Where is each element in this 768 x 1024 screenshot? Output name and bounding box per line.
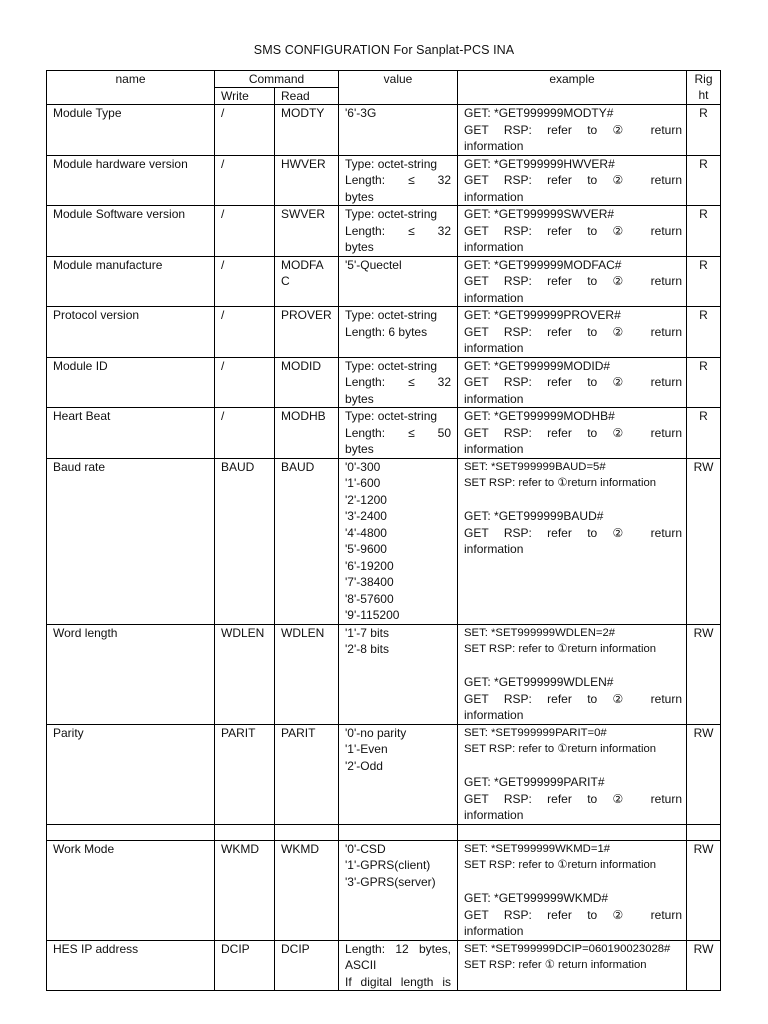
sms-configuration-table [46, 70, 721, 991]
example-cell [458, 724, 687, 824]
example-line: GET: *GET999999SWVER# [464, 207, 615, 221]
read-command-cell: MODFA C [275, 256, 339, 307]
example-line: GET: *GET999999MODHB# [464, 409, 615, 423]
header-read: Read [275, 88, 339, 105]
value-line: Type: octet-string [345, 207, 438, 221]
access-right-cell: RW [687, 624, 721, 724]
example-line: SET: *SET999999DCIP=060190023028# [464, 942, 671, 955]
example-line: information [464, 808, 524, 822]
value-line: Type: octet-string [345, 409, 438, 423]
access-right-cell: R [687, 408, 721, 459]
example-line: information [464, 240, 524, 254]
example-line: information [464, 341, 524, 355]
value-line: '4'-4800 [345, 525, 387, 540]
access-right-cell: RW [687, 840, 721, 940]
example-line: information [464, 139, 524, 153]
table-row [47, 940, 721, 991]
param-name-cell: Module hardware version [47, 155, 215, 206]
read-command-cell: MODHB [275, 408, 339, 459]
example-line: information [464, 708, 524, 722]
value-line: Length: ≤ 32 [345, 375, 452, 389]
example-line [464, 658, 686, 675]
example-line: information [464, 924, 524, 938]
param-name-cell: Module ID [47, 357, 215, 408]
value-line: Length: 6 bytes [345, 324, 428, 339]
value-line: '1'-600 [345, 476, 381, 490]
spacer-cell [275, 824, 339, 840]
example-line: GET RSP: refer to ② return [464, 691, 683, 706]
table-body [47, 105, 721, 991]
example-line: information [464, 189, 524, 204]
value-line: '6'-3G [345, 106, 377, 120]
value-line: '1'-GPRS(client) [345, 858, 431, 872]
example-line: GET RSP: refer to ② return [464, 223, 683, 238]
param-name-cell: Module Type [47, 105, 215, 156]
value-line: '0'-no parity [345, 725, 407, 740]
value-line: '2'-8 bits [345, 642, 389, 656]
spacer-cell [215, 824, 275, 840]
table-row [47, 724, 721, 824]
example-line: information [464, 391, 524, 406]
access-right-cell: R [687, 307, 721, 358]
value-line: bytes [345, 240, 374, 254]
read-command-cell: MODID [275, 357, 339, 408]
read-command-cell: HWVER [275, 155, 339, 206]
param-name-cell: Protocol version [47, 307, 215, 358]
example-line: GET: *GET999999WDLEN# [464, 675, 614, 689]
access-right-cell: R [687, 206, 721, 257]
write-command-cell: BAUD [215, 458, 275, 624]
example-line: GET RSP: refer to ② return [464, 525, 683, 540]
param-name-cell: Module Software version [47, 206, 215, 257]
param-name-cell: Work Mode [47, 840, 215, 940]
example-cell [458, 206, 687, 257]
example-line: SET: *SET999999WKMD=1# [464, 842, 611, 855]
example-cell [458, 307, 687, 358]
write-command-cell: WDLEN [215, 624, 275, 724]
value-line: Type: octet-string [345, 308, 438, 322]
example-line: information [464, 542, 524, 556]
access-right-cell: R [687, 357, 721, 408]
write-command-cell: / [215, 357, 275, 408]
example-line: SET RSP: refer ① return information [464, 959, 647, 971]
value-cell [339, 105, 458, 156]
header-example: example [458, 71, 687, 105]
example-cell [458, 105, 687, 156]
value-cell [339, 307, 458, 358]
example-cell [458, 624, 687, 724]
example-line: information [464, 442, 524, 456]
value-line: '3'-GPRS(server) [345, 874, 436, 889]
value-line: bytes [345, 442, 374, 456]
read-command-cell: MODTY [275, 105, 339, 156]
read-command-cell: WDLEN [275, 624, 339, 724]
table-row [47, 155, 721, 206]
write-command-cell: / [215, 105, 275, 156]
write-command-cell: / [215, 155, 275, 206]
value-line: '3'-2400 [345, 509, 387, 523]
write-command-cell: / [215, 408, 275, 459]
value-line: '8'-57600 [345, 591, 394, 606]
example-line: GET RSP: refer to ② return [464, 173, 683, 187]
value-line: '2'-1200 [345, 492, 387, 507]
value-line: Length: ≤ 32 [345, 223, 452, 238]
value-line: '7'-38400 [345, 575, 394, 589]
value-line: '1'-7 bits [345, 625, 389, 640]
example-line: information [464, 290, 524, 305]
write-command-cell: / [215, 307, 275, 358]
example-line: GET: *GET999999MODFAC# [464, 257, 622, 272]
example-line: SET RSP: refer to ①return information [464, 643, 657, 655]
spacer-cell [47, 824, 215, 840]
example-cell [458, 357, 687, 408]
example-line: GET: *GET999999WKMD# [464, 891, 609, 905]
access-right-cell: R [687, 256, 721, 307]
example-line: GET RSP: refer to ② return [464, 122, 683, 137]
value-line: '9'-115200 [345, 608, 400, 622]
write-command-cell: WKMD [215, 840, 275, 940]
value-line: '2'-Odd [345, 758, 383, 773]
example-line: GET: *GET999999MODID# [464, 358, 611, 373]
value-cell [339, 940, 458, 991]
example-cell [458, 458, 687, 624]
value-cell [339, 458, 458, 624]
param-name-cell: Baud rate [47, 458, 215, 624]
example-line: SET: *SET999999WDLEN=2# [464, 626, 616, 639]
param-name-cell: Word length [47, 624, 215, 724]
value-line: '0'-300 [345, 459, 381, 474]
example-cell [458, 256, 687, 307]
example-cell [458, 155, 687, 206]
access-right-cell: R [687, 155, 721, 206]
spacer-cell [687, 824, 721, 840]
write-command-cell: DCIP [215, 940, 275, 991]
access-right-cell: RW [687, 724, 721, 824]
read-command-cell: SWVER [275, 206, 339, 257]
value-line: ASCII [345, 958, 377, 972]
value-line: '5'-Quectel [345, 257, 402, 272]
value-cell [339, 724, 458, 824]
value-line: Length: ≤ 32 [345, 173, 452, 187]
spacer-row [47, 824, 721, 840]
access-right-cell: RW [687, 940, 721, 991]
value-line: Type: octet-string [345, 358, 438, 373]
example-line: SET: *SET999999PARIT=0# [464, 726, 607, 739]
param-name-cell: Parity [47, 724, 215, 824]
param-name-cell: Module manufacture [47, 256, 215, 307]
header-row-1 [47, 71, 721, 88]
example-line: SET RSP: refer to ①return information [464, 859, 657, 871]
value-cell [339, 256, 458, 307]
read-command-cell: PARIT [275, 724, 339, 824]
value-line: Type: octet-string [345, 156, 438, 171]
example-line: GET RSP: refer to ② return [464, 375, 683, 389]
param-name-cell: HES IP address [47, 940, 215, 991]
value-line: Length: 12 bytes, [345, 941, 452, 956]
table-row [47, 408, 721, 459]
value-cell [339, 408, 458, 459]
access-right-cell: R [687, 105, 721, 156]
table-row [47, 458, 721, 624]
header-value: value [339, 71, 458, 105]
value-line: Length: ≤ 50 [345, 425, 452, 440]
table-row [47, 840, 721, 940]
example-cell [458, 408, 687, 459]
example-line: GET: *GET999999PARIT# [464, 775, 605, 789]
access-right-cell: RW [687, 458, 721, 624]
example-cell [458, 840, 687, 940]
example-line: SET RSP: refer to ①return information [464, 743, 657, 755]
header-name: name [47, 71, 215, 105]
example-line: GET RSP: refer to ② return [464, 274, 683, 288]
table-row [47, 256, 721, 307]
value-line: '1'-Even [345, 742, 388, 756]
example-line: GET RSP: refer to ② return [464, 425, 683, 440]
value-cell [339, 357, 458, 408]
example-line [464, 492, 686, 509]
write-command-cell: / [215, 256, 275, 307]
write-command-cell: PARIT [215, 724, 275, 824]
example-line: GET RSP: refer to ② return [464, 791, 683, 806]
example-line [464, 758, 686, 775]
value-line: If digital length is [345, 974, 452, 989]
table-row [47, 307, 721, 358]
example-line: GET RSP: refer to ② return [464, 907, 683, 922]
value-cell [339, 206, 458, 257]
value-line: bytes [345, 189, 374, 204]
spacer-cell [339, 824, 458, 840]
read-command-cell: DCIP [275, 940, 339, 991]
read-command-cell: PROVER [275, 307, 339, 358]
table-row [47, 357, 721, 408]
value-line: '6'-19200 [345, 558, 394, 573]
example-line: SET RSP: refer to ①return information [464, 477, 657, 489]
example-line: GET: *GET999999HWVER# [464, 156, 615, 171]
value-line: bytes [345, 391, 374, 406]
document-title: SMS CONFIGURATION For Sanplat-PCS INA [253, 43, 515, 57]
value-cell [339, 840, 458, 940]
value-cell [339, 155, 458, 206]
table-row [47, 105, 721, 156]
example-line: GET: *GET999999MODTY# [464, 106, 614, 120]
table-row [47, 624, 721, 724]
example-line: GET: *GET999999BAUD# [464, 509, 604, 523]
header-write: Write [215, 88, 275, 105]
spacer-cell [458, 824, 687, 840]
read-command-cell: WKMD [275, 840, 339, 940]
example-line: GET: *GET999999PROVER# [464, 308, 621, 322]
write-command-cell: / [215, 206, 275, 257]
value-line: '5'-9600 [345, 542, 387, 556]
value-line: '0'-CSD [345, 841, 386, 856]
header-command: Command [215, 71, 339, 88]
value-cell [339, 624, 458, 724]
example-line [464, 874, 686, 891]
table-row [47, 206, 721, 257]
example-cell [458, 940, 687, 991]
example-line: SET: *SET999999BAUD=5# [464, 460, 606, 473]
param-name-cell: Heart Beat [47, 408, 215, 459]
header-right: Rig ht [687, 71, 721, 105]
example-line: GET RSP: refer to ② return [464, 324, 683, 339]
read-command-cell: BAUD [275, 458, 339, 624]
